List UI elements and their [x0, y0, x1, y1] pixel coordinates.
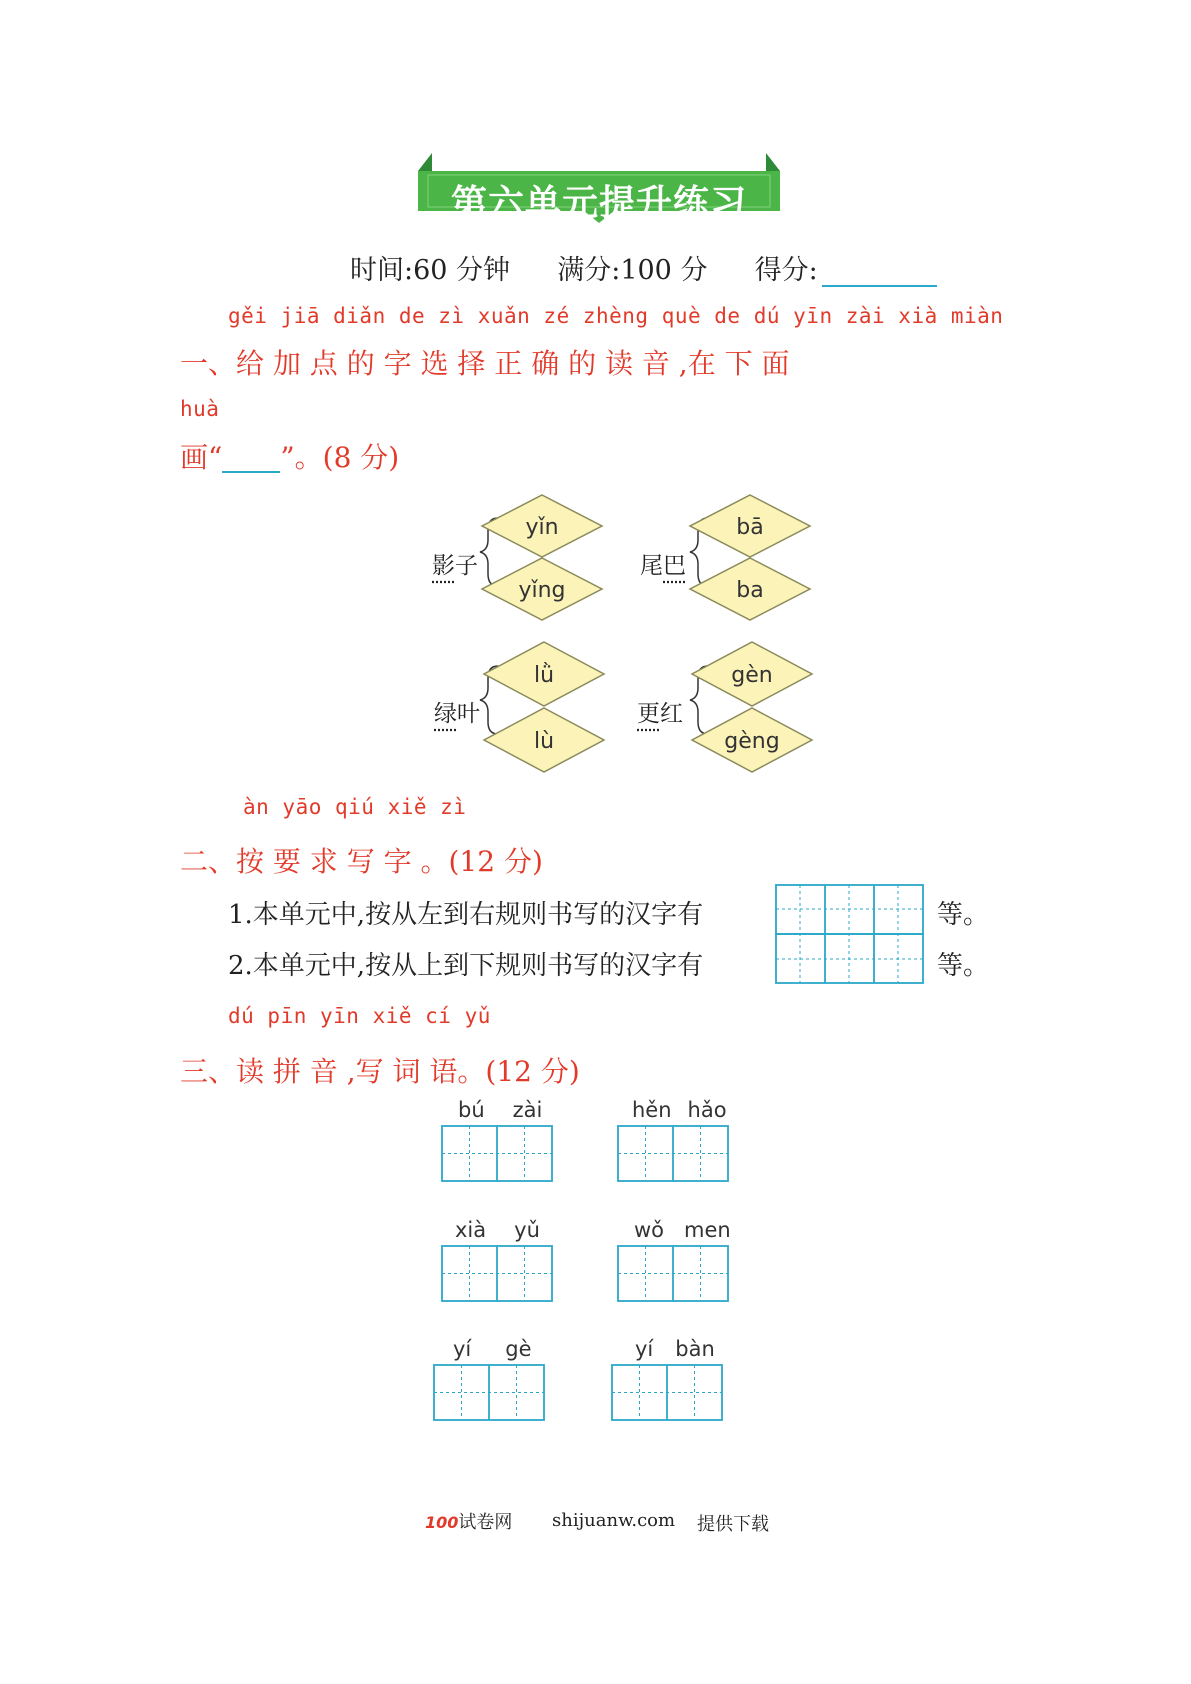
section1-heading-2: [180, 436, 399, 476]
word-lvye: [434, 695, 480, 728]
section3-heading: 三、读 拼 音 ,写 词 语。(12 分): [180, 1055, 580, 1088]
pinyin-1: hěn: [632, 1098, 672, 1122]
section2-pinyin: àn yāo qiú xiě zì: [243, 795, 467, 819]
word-pinyin: [632, 1098, 727, 1122]
section1-heading: 一、给 加 点 的 字 选 择 正 确 的 读 音 ,在 下 面: [180, 347, 790, 380]
choice-group-genghong: [690, 642, 812, 772]
choice-group-weiba: [690, 495, 810, 620]
dotted-char: 更: [637, 701, 660, 727]
option-label: yǐn: [525, 515, 559, 540]
footer-logo: [425, 1508, 512, 1534]
dotted-char: 巴: [663, 553, 686, 579]
word-writing-grids: [430, 1125, 770, 1425]
section2-heading: 二、按 要 求 写 字 。(12 分): [180, 845, 543, 878]
pinyin-2: men: [684, 1218, 731, 1242]
option-label: gèn: [731, 663, 773, 688]
option-label: bā: [736, 515, 764, 540]
pinyin-2: bàn: [675, 1337, 715, 1361]
option-label: ba: [736, 578, 764, 603]
pinyin-2: zài: [512, 1098, 543, 1122]
score-blank[interactable]: [822, 259, 937, 287]
grid-henhao[interactable]: [618, 1126, 728, 1181]
title-banner: [418, 153, 780, 233]
suffix-1: 等。: [937, 900, 990, 930]
answer-grid-q2[interactable]: [775, 884, 925, 984]
word-pinyin: [458, 1098, 542, 1122]
score-label: 得分:: [754, 255, 818, 286]
heading-part-a: 画“: [180, 441, 223, 474]
word-yingzi: [432, 547, 478, 580]
grid-yige[interactable]: [434, 1365, 544, 1420]
heading-part-b: ”。(8 分): [280, 441, 400, 474]
option-label: gèng: [724, 729, 780, 754]
dotted-char: 影: [432, 553, 455, 579]
pinyin-1: wǒ: [634, 1218, 665, 1242]
page-title: 第六单元提升练习: [450, 183, 747, 224]
section3-pinyin: dú pīn yīn xiě cí yǔ: [228, 1004, 491, 1028]
pinyin-2: hǎo: [687, 1098, 727, 1122]
question-2-1: 1.本单元中,按从左到右规则书写的汉字有: [228, 900, 704, 930]
word-genghong: [637, 695, 683, 728]
dotted-char: 绿: [434, 701, 457, 727]
grid-women[interactable]: [618, 1246, 728, 1301]
word-rest: 叶: [457, 701, 480, 727]
section1-pinyin-2: huà: [180, 397, 220, 421]
section1-pinyin: gěi jiā diǎn de zì xuǎn zé zhèng què de dú yīn zài xià miàn: [228, 304, 1004, 328]
pinyin-1: xià: [455, 1218, 487, 1242]
logo-number: 100: [425, 1513, 459, 1532]
footer-site: shijuanw.com: [552, 1510, 676, 1531]
question-2-2: 2.本单元中,按从上到下规则书写的汉字有: [228, 951, 704, 981]
choice-group-yingzi: [480, 495, 602, 620]
pinyin-1: yí: [453, 1337, 472, 1361]
time-label: 时间:60 分钟: [350, 255, 511, 286]
full-score-label: 满分:100 分: [557, 255, 708, 286]
grid-yiban[interactable]: [612, 1365, 722, 1420]
underline-sample: [222, 447, 280, 473]
pinyin-1: yí: [635, 1337, 654, 1361]
pinyin-2: yǔ: [514, 1218, 540, 1242]
option-label: yǐng: [518, 578, 566, 603]
option-label: lǜ: [533, 663, 555, 688]
choice-group-lvye: [480, 642, 604, 772]
word-pre: 尾: [640, 553, 663, 579]
logo-text: 试卷网: [458, 1512, 513, 1533]
footer-note: 提供下载: [697, 1514, 769, 1535]
pinyin-1: bú: [458, 1098, 485, 1122]
grid-xiayu[interactable]: [442, 1246, 552, 1301]
option-label: lù: [533, 729, 555, 754]
grid-buzai[interactable]: [442, 1126, 552, 1181]
word-weiba: [640, 547, 686, 580]
exam-info: [350, 248, 937, 287]
pronunciation-choices: [420, 490, 820, 780]
pinyin-2: gè: [505, 1337, 532, 1361]
suffix-2: 等。: [937, 951, 990, 981]
word-rest: 红: [660, 701, 683, 727]
word-rest: 子: [455, 553, 478, 579]
